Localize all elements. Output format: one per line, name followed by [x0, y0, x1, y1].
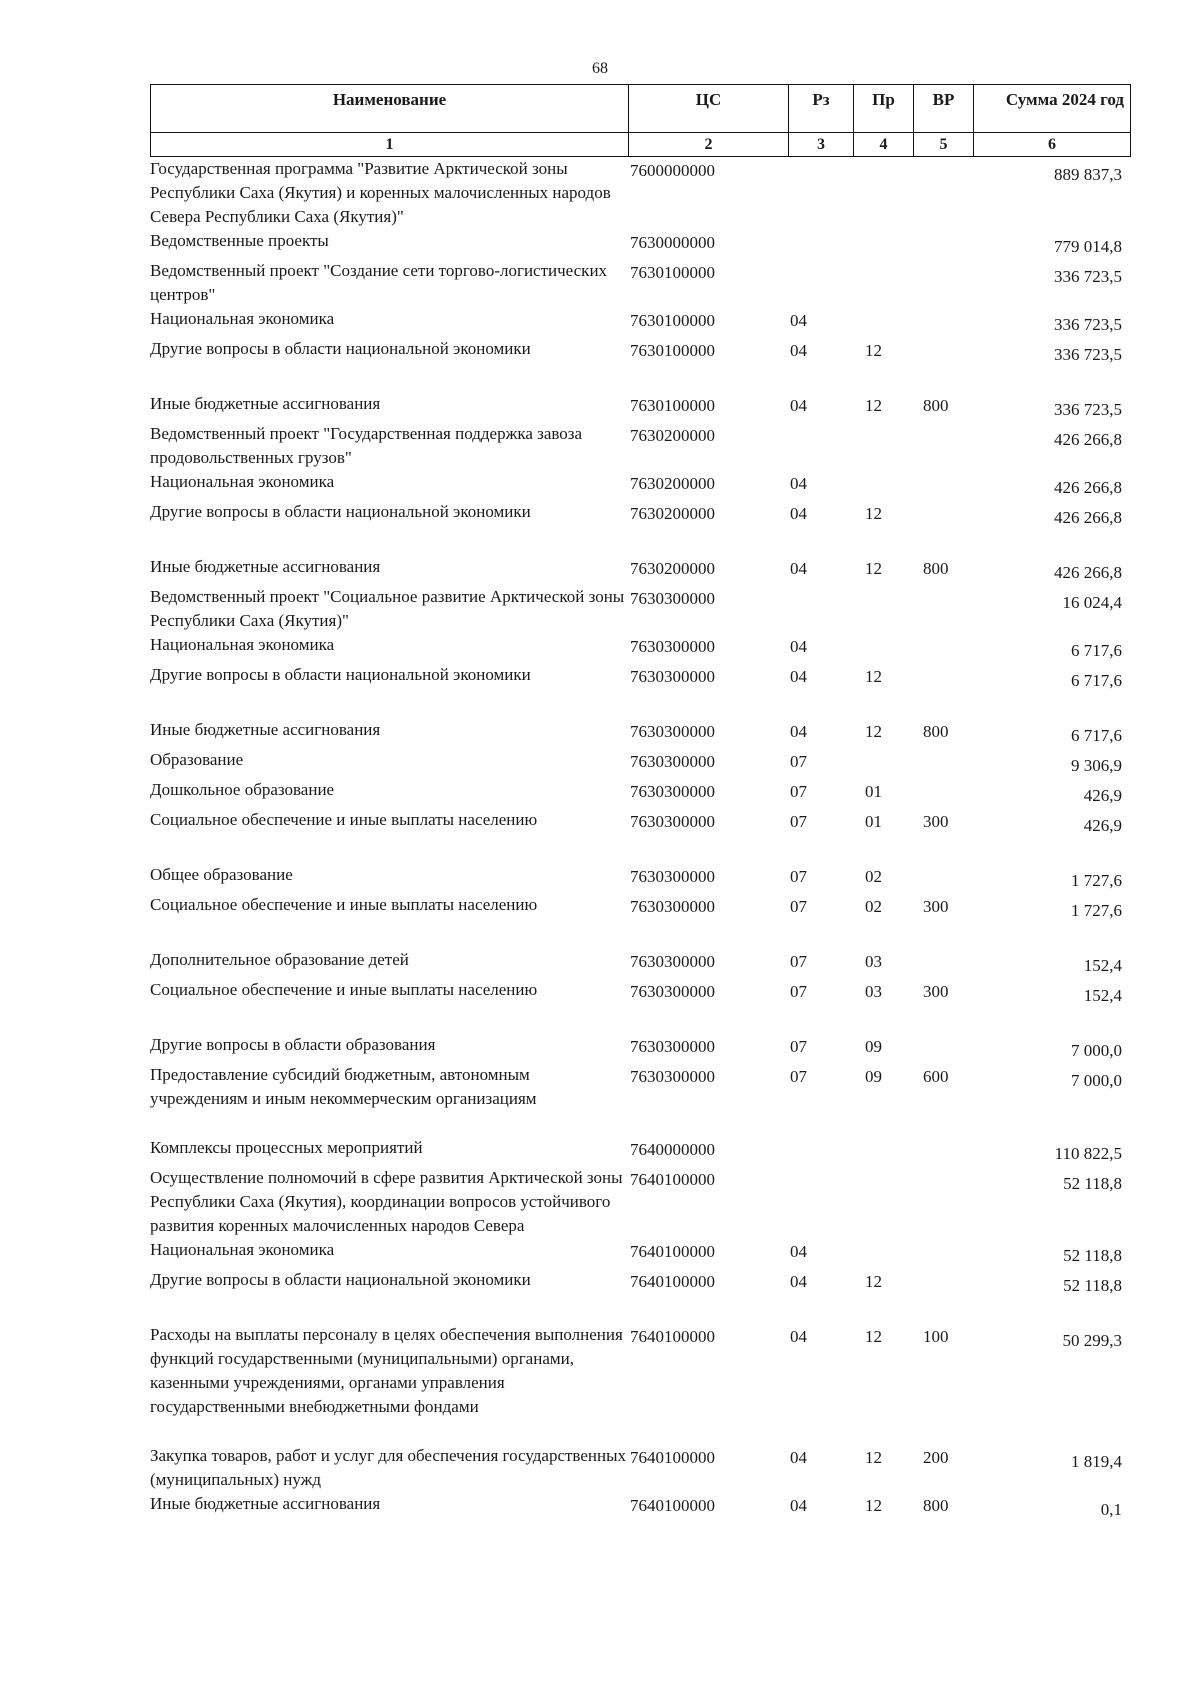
row-pr: 09	[865, 1067, 882, 1086]
row-sum: 426 266,8	[1054, 478, 1122, 497]
header-rz: Рз	[789, 85, 854, 133]
row-cs: 7630000000	[630, 233, 715, 252]
row-sum: 1 819,4	[1071, 1452, 1122, 1471]
row-pr: 12	[865, 1327, 882, 1346]
row-rz: 04	[790, 474, 807, 493]
table-row	[150, 392, 1130, 422]
row-rz: 04	[790, 1496, 807, 1515]
row-name: Предоставление субсидий бюджетным, автономным учреждениям и иным некоммерческим организациям	[150, 1065, 537, 1108]
row-vr	[915, 470, 975, 500]
row-cs: 7630300000	[630, 667, 715, 686]
row-pr: 12	[865, 341, 882, 360]
table-body	[150, 157, 1130, 1522]
row-sum: 52 118,8	[1063, 1174, 1122, 1193]
row-cs: 7630100000	[630, 396, 715, 415]
row-name: Расходы на выплаты персоналу в целях обеспечения выполнения функций государственными (муниципальными) органами, казенными учреждениями, органами управления государственными внебюджетными фондами	[150, 1325, 623, 1416]
row-cs: 7630300000	[630, 952, 715, 971]
row-name: Национальная экономика	[150, 472, 335, 491]
row-cs: 7630200000	[630, 474, 715, 493]
row-pr: 12	[865, 1272, 882, 1291]
header-cs: ЦС	[629, 85, 789, 133]
row-cs: 7630300000	[630, 897, 715, 916]
row-pr	[855, 307, 915, 337]
row-rz: 07	[790, 952, 807, 971]
row-sum: 152,4	[1083, 956, 1122, 975]
table-row	[150, 1238, 1130, 1268]
row-cs: 7640100000	[630, 1448, 715, 1467]
table-row	[150, 470, 1130, 500]
row-sum: 426 266,8	[1054, 563, 1122, 582]
header-num-5: 5	[914, 133, 974, 157]
row-sum: 9 306,9	[1071, 756, 1122, 775]
table-row	[150, 307, 1130, 337]
row-pr: 01	[865, 782, 882, 801]
row-vr: 800	[923, 396, 949, 415]
row-name: Социальное обеспечение и иные выплаты населению	[150, 810, 538, 829]
row-cs: 7630200000	[630, 559, 715, 578]
row-sum: 426 266,8	[1054, 508, 1122, 527]
row-cs: 7640100000	[630, 1496, 715, 1515]
row-vr	[915, 1268, 975, 1298]
row-sum: 7 000,0	[1071, 1041, 1122, 1060]
row-cs: 7630300000	[630, 589, 715, 608]
row-rz: 04	[790, 1242, 807, 1261]
row-name: Иные бюджетные ассигнования	[150, 394, 381, 413]
row-rz: 07	[790, 752, 807, 771]
row-vr: 800	[923, 722, 949, 741]
table-row	[150, 229, 1130, 259]
row-vr	[915, 1136, 975, 1166]
row-sum: 426,9	[1083, 786, 1122, 805]
row-rz: 04	[790, 396, 807, 415]
row-name: Иные бюджетные ассигнования	[150, 1494, 381, 1513]
row-cs: 7640100000	[630, 1272, 715, 1291]
row-vr	[915, 748, 975, 778]
row-cs: 7630300000	[630, 1067, 715, 1086]
row-pr	[855, 422, 915, 470]
row-sum: 0,1	[1100, 1500, 1122, 1519]
header-num-3: 3	[789, 133, 854, 157]
row-sum: 1 727,6	[1071, 901, 1122, 920]
table-row	[150, 663, 1130, 693]
row-name: Ведомственный проект "Создание сети торгово-логистических центров"	[150, 261, 608, 304]
row-cs: 7630300000	[630, 752, 715, 771]
row-sum: 6 717,6	[1071, 726, 1122, 745]
row-pr	[855, 1166, 915, 1238]
row-sum: 110 822,5	[1054, 1144, 1122, 1163]
table-row	[150, 1323, 1130, 1419]
row-rz	[790, 259, 855, 307]
row-rz: 04	[790, 559, 807, 578]
row-vr	[915, 633, 975, 663]
row-vr: 200	[923, 1448, 949, 1467]
table-row	[150, 555, 1130, 585]
row-vr	[915, 948, 975, 978]
row-name: Ведомственный проект "Государственная поддержка завоза продовольственных грузов"	[150, 424, 583, 467]
table-row	[150, 157, 1130, 229]
table-row	[150, 422, 1130, 470]
table-row	[150, 1268, 1130, 1298]
row-name: Общее образование	[150, 865, 293, 884]
row-pr: 03	[865, 982, 882, 1001]
table-row	[150, 1136, 1130, 1166]
row-pr: 12	[865, 1448, 882, 1467]
row-vr	[915, 1033, 975, 1063]
row-rz: 07	[790, 982, 807, 1001]
header-num-6: 6	[974, 133, 1131, 157]
row-name: Иные бюджетные ассигнования	[150, 720, 381, 739]
row-vr	[915, 229, 975, 259]
row-pr: 03	[865, 952, 882, 971]
row-sum: 336 723,5	[1054, 315, 1122, 334]
row-vr: 300	[923, 897, 949, 916]
row-vr	[915, 1166, 975, 1238]
table-row	[150, 748, 1130, 778]
row-rz	[790, 585, 855, 633]
row-cs: 7630300000	[630, 867, 715, 886]
header-num-1: 1	[151, 133, 629, 157]
row-pr	[855, 748, 915, 778]
row-cs: 7630300000	[630, 982, 715, 1001]
row-vr	[915, 500, 975, 530]
row-name: Другие вопросы в области национальной экономики	[150, 1270, 531, 1289]
row-name: Национальная экономика	[150, 309, 335, 328]
row-pr	[855, 1136, 915, 1166]
row-sum: 336 723,5	[1054, 345, 1122, 364]
row-vr	[915, 778, 975, 808]
row-name: Национальная экономика	[150, 1240, 335, 1259]
row-cs: 7640100000	[630, 1327, 715, 1346]
row-vr	[915, 337, 975, 367]
row-rz: 04	[790, 504, 807, 523]
row-sum: 779 014,8	[1054, 237, 1122, 256]
row-pr	[855, 229, 915, 259]
row-sum: 6 717,6	[1071, 671, 1122, 690]
row-cs: 7630100000	[630, 311, 715, 330]
row-name: Социальное обеспечение и иные выплаты населению	[150, 980, 538, 999]
row-rz: 07	[790, 812, 807, 831]
table-row	[150, 633, 1130, 663]
table-row	[150, 585, 1130, 633]
table-row	[150, 808, 1130, 838]
row-rz: 07	[790, 1067, 807, 1086]
row-cs: 7630100000	[630, 341, 715, 360]
row-pr: 12	[865, 1496, 882, 1515]
row-cs: 7630300000	[630, 812, 715, 831]
row-vr: 300	[923, 812, 949, 831]
row-name: Социальное обеспечение и иные выплаты населению	[150, 895, 538, 914]
row-vr: 100	[923, 1327, 949, 1346]
row-name: Ведомственные проекты	[150, 231, 329, 250]
row-pr	[855, 470, 915, 500]
table-row	[150, 1444, 1130, 1492]
row-name: Образование	[150, 750, 244, 769]
row-cs: 7630300000	[630, 1037, 715, 1056]
row-rz: 04	[790, 1272, 807, 1291]
row-rz: 04	[790, 341, 807, 360]
budget-table	[150, 84, 1130, 1522]
row-rz	[790, 157, 855, 229]
header-pr: Пр	[854, 85, 914, 133]
row-sum: 336 723,5	[1054, 267, 1122, 286]
row-sum: 6 717,6	[1071, 641, 1122, 660]
row-name: Государственная программа "Развитие Арктической зоны Республики Саха (Якутия) и коренных малочисленных народов Севера Республики Саха (Якутия)"	[150, 159, 611, 226]
table-row	[150, 1166, 1130, 1238]
row-name: Иные бюджетные ассигнования	[150, 557, 381, 576]
row-cs: 7640100000	[630, 1242, 715, 1261]
row-rz: 07	[790, 782, 807, 801]
row-rz	[790, 1136, 855, 1166]
row-name: Другие вопросы в области национальной экономики	[150, 665, 531, 684]
table-row	[150, 978, 1130, 1008]
row-sum: 889 837,3	[1054, 165, 1122, 184]
row-vr	[915, 1238, 975, 1268]
row-sum: 52 118,8	[1063, 1246, 1122, 1265]
table-row	[150, 863, 1130, 893]
row-pr: 09	[865, 1037, 882, 1056]
header-num-4: 4	[854, 133, 914, 157]
row-rz: 07	[790, 897, 807, 916]
row-pr: 02	[865, 867, 882, 886]
row-cs: 7630300000	[630, 782, 715, 801]
table-header	[150, 84, 1131, 157]
row-rz	[790, 1166, 855, 1238]
row-pr: 02	[865, 897, 882, 916]
row-vr	[915, 863, 975, 893]
table-row	[150, 1063, 1130, 1111]
row-cs: 7630300000	[630, 722, 715, 741]
row-vr: 800	[923, 559, 949, 578]
table-row	[150, 718, 1130, 748]
row-name: Другие вопросы в области национальной экономики	[150, 502, 531, 521]
row-rz: 04	[790, 722, 807, 741]
table-row	[150, 259, 1130, 307]
row-pr	[855, 259, 915, 307]
row-sum: 426,9	[1083, 816, 1122, 835]
row-cs: 7630200000	[630, 426, 715, 445]
row-sum: 16 024,4	[1062, 593, 1122, 612]
row-name: Комплексы процессных мероприятий	[150, 1138, 423, 1157]
row-pr	[855, 633, 915, 663]
row-sum: 426 266,8	[1054, 430, 1122, 449]
row-rz: 04	[790, 1327, 807, 1346]
row-cs: 7630100000	[630, 263, 715, 282]
row-vr: 300	[923, 982, 949, 1001]
row-rz: 04	[790, 311, 807, 330]
table-row	[150, 948, 1130, 978]
row-rz: 04	[790, 637, 807, 656]
row-pr: 01	[865, 812, 882, 831]
row-cs: 7630200000	[630, 504, 715, 523]
table-row	[150, 778, 1130, 808]
header-name: Наименование	[151, 85, 629, 133]
table-row	[150, 1033, 1130, 1063]
table-row	[150, 500, 1130, 530]
row-vr: 600	[923, 1067, 949, 1086]
row-pr: 12	[865, 722, 882, 741]
row-cs: 7600000000	[630, 161, 715, 180]
row-sum: 50 299,3	[1062, 1331, 1122, 1350]
row-sum: 336 723,5	[1054, 400, 1122, 419]
row-pr	[855, 157, 915, 229]
header-vr: ВР	[914, 85, 974, 133]
row-vr	[915, 663, 975, 693]
table-row	[150, 337, 1130, 367]
row-vr	[915, 259, 975, 307]
row-rz: 07	[790, 867, 807, 886]
table-row	[150, 1492, 1130, 1522]
row-rz: 04	[790, 1448, 807, 1467]
row-cs: 7640000000	[630, 1140, 715, 1159]
row-pr: 12	[865, 559, 882, 578]
row-pr	[855, 1238, 915, 1268]
header-num-2: 2	[629, 133, 789, 157]
row-rz: 07	[790, 1037, 807, 1056]
row-vr: 800	[923, 1496, 949, 1515]
row-name: Национальная экономика	[150, 635, 335, 654]
page-number: 68	[592, 60, 608, 77]
row-pr: 12	[865, 396, 882, 415]
row-vr	[915, 585, 975, 633]
row-name: Закупка товаров, работ и услуг для обеспечения государственных (муниципальных) нужд	[150, 1446, 627, 1489]
row-rz: 04	[790, 667, 807, 686]
row-sum: 52 118,8	[1063, 1276, 1122, 1295]
table-row	[150, 893, 1130, 923]
row-vr	[915, 157, 975, 229]
row-sum: 7 000,0	[1071, 1071, 1122, 1090]
header-sum: Сумма 2024 год	[974, 85, 1131, 133]
row-rz	[790, 229, 855, 259]
row-sum: 1 727,6	[1071, 871, 1122, 890]
row-name: Осуществление полномочий в сфере развития Арктической зоны Республики Саха (Якутия), координации вопросов устойчивого развития коренных малочисленных народов Севера	[150, 1168, 623, 1235]
row-cs: 7640100000	[630, 1170, 715, 1189]
row-rz	[790, 422, 855, 470]
row-name: Дополнительное образование детей	[150, 950, 409, 969]
row-name: Ведомственный проект "Социальное развитие Арктической зоны Республики Саха (Якутия)"	[150, 587, 625, 630]
row-name: Другие вопросы в области образования	[150, 1035, 436, 1054]
row-vr	[915, 307, 975, 337]
row-name: Другие вопросы в области национальной экономики	[150, 339, 531, 358]
row-vr	[915, 422, 975, 470]
row-name: Дошкольное образование	[150, 780, 335, 799]
row-pr: 12	[865, 667, 882, 686]
row-pr: 12	[865, 504, 882, 523]
row-cs: 7630300000	[630, 637, 715, 656]
row-sum: 152,4	[1083, 986, 1122, 1005]
row-pr	[855, 585, 915, 633]
